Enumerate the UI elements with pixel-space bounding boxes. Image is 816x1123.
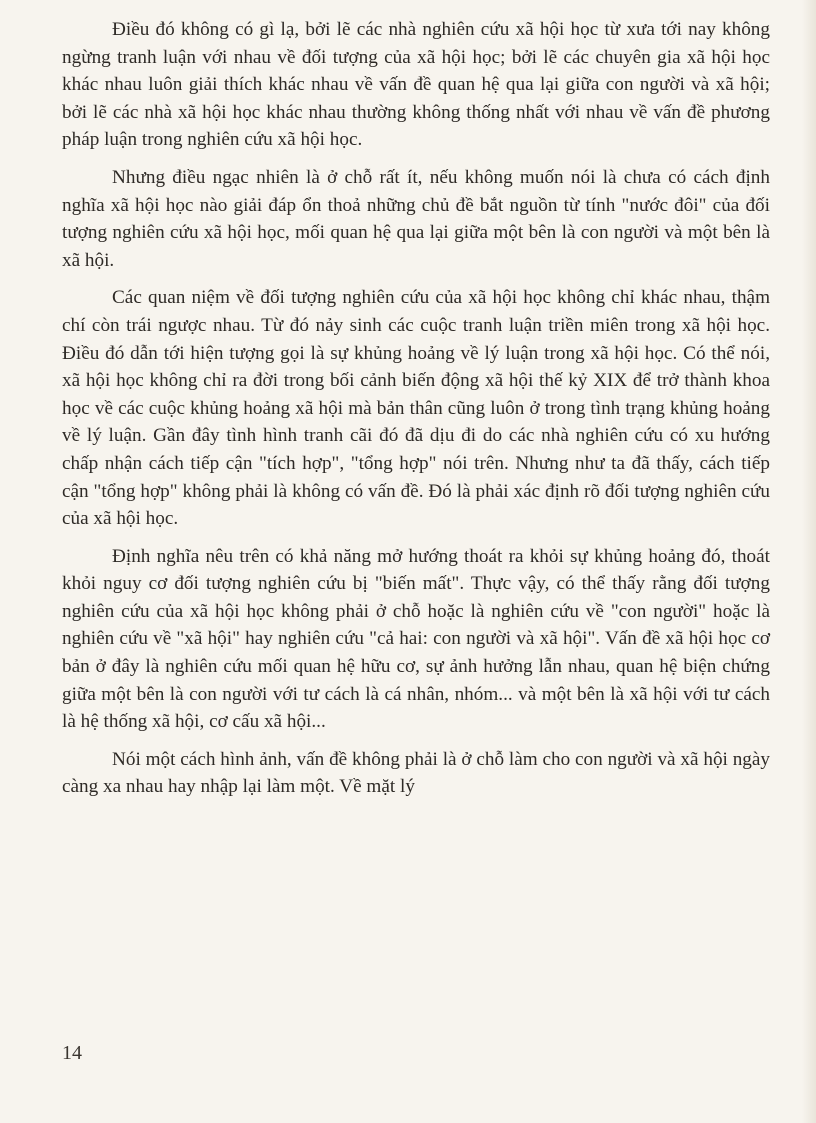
paragraph-1: Điều đó không có gì lạ, bởi lẽ các nhà nghiên cứu xã hội học từ xưa tới nay không ngừng tranh luận với nhau về đối tượng của xã hội học; bởi lẽ các chuyên gia xã hội học khác nhau luôn giải thích khác nhau về vấn đề quan hệ qua lại giữa con người và xã hội; bởi lẽ các nhà xã hội học khác nhau thường không thống nhất với nhau về vấn đề phương pháp luận trong nghiên cứu xã hội học. <box>62 19 770 151</box>
paragraph-3: Các quan niệm về đối tượng nghiên cứu của xã hội học không chỉ khác nhau, thậm chí còn trái ngược nhau. Từ đó nảy sinh các cuộc tranh luận triền miên trong xã hội học. Điều đó dẫn tới hiện tượng gọi là sự khủng hoảng về lý luận trong xã hội học. Có thể nói, xã hội học không chỉ ra đời trong bối cảnh biến động xã hội thế kỷ XIX để trở thành khoa học về các cuộc khủng hoảng xã hội mà bản thân cũng luôn ở trong tình trạng khủng hoảng về lý luận. Gần đây tình hình tranh cãi đó đã dịu đi do các nhà nghiên cứu có xu hướng chấp nhận cách tiếp cận "tích hợp", "tổng hợp" nói trên. Nhưng như ta đã thấy, cách tiếp cận "tổng hợp" không phải là không có vấn đề. Đó là phải xác định rõ đối tượng nghiên cứu của xã hội học. <box>62 287 770 530</box>
paragraph-5: Nói một cách hình ảnh, vấn đề không phải là ở chỗ làm cho con người và xã hội ngày càng xa nhau hay nhập lại làm một. Về mặt lý <box>62 748 770 798</box>
paragraph-2: Nhưng điều ngạc nhiên là ở chỗ rất ít, nếu không muốn nói là chưa có cách định nghĩa xã hội học nào giải đáp ổn thoả những chủ đề bắt nguồn từ tính "nước đôi" của đối tượng nghiên cứu xã hội học, mối quan hệ qua lại giữa một bên là con người và một bên là xã hội. <box>62 166 770 271</box>
page-number: 14 <box>62 1042 82 1064</box>
page-edge-shadow <box>802 0 816 1123</box>
body-text <box>62 16 770 811</box>
paragraph-4: Định nghĩa nêu trên có khả năng mở hướng thoát ra khỏi sự khủng hoảng đó, thoát khỏi nguy cơ đối tượng nghiên cứu bị "biến mất". Thực vậy, có thể thấy rằng đối tượng nghiên cứu của xã hội học không phải ở chỗ hoặc là nghiên cứu về "con người" hoặc là nghiên cứu về "xã hội" hay nghiên cứu "cả hai: con người và xã hội". Vấn đề xã hội học cơ bản ở đây là nghiên cứu mối quan hệ hữu cơ, sự ảnh hưởng lẫn nhau, quan hệ biện chứng giữa một bên là con người với tư cách là cá nhân, nhóm... và một bên là xã hội với tư cách là hệ thống xã hội, cơ cấu xã hội... <box>62 545 770 733</box>
